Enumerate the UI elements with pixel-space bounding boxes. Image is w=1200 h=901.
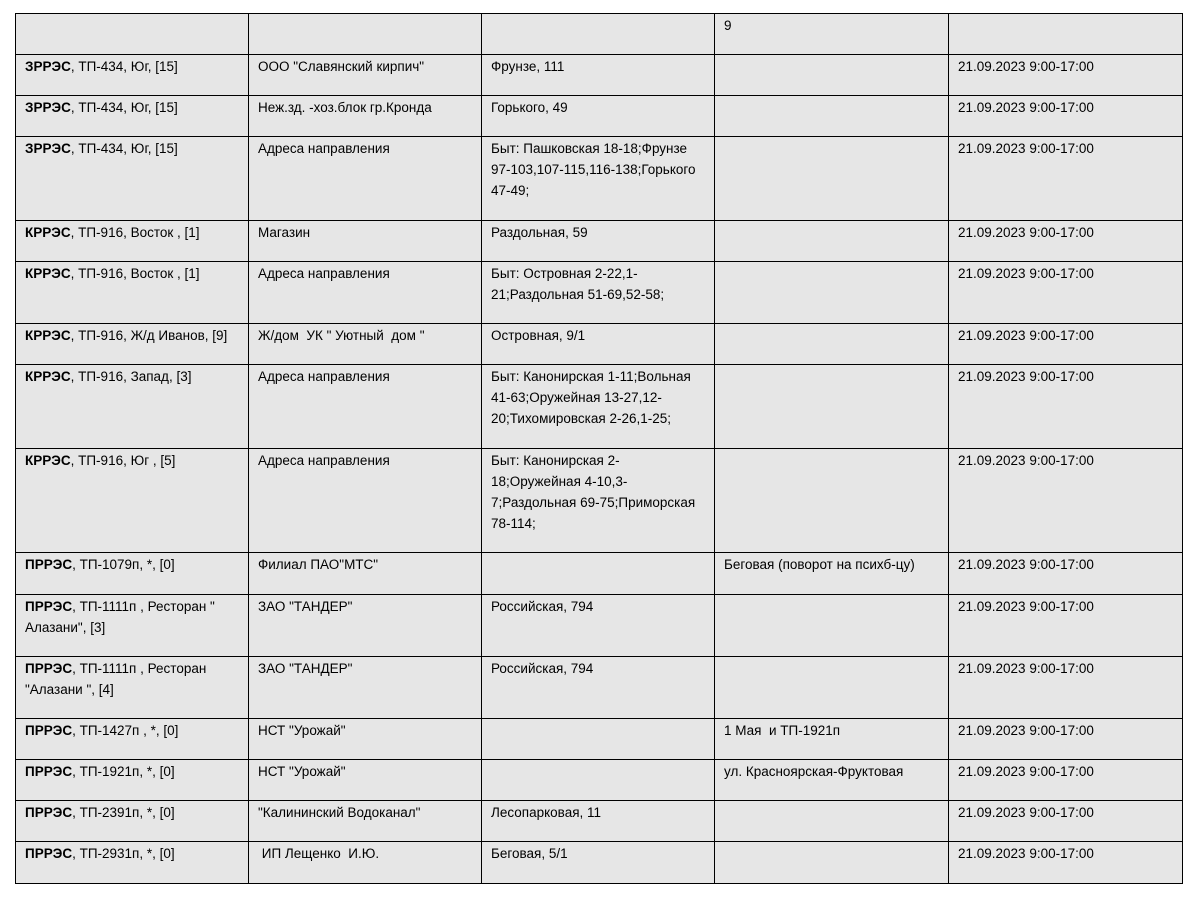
substation-info: , ТП-2391п, *, [0]: [72, 805, 175, 820]
table-row: [16, 55, 1183, 96]
note-cell: [715, 657, 949, 719]
table-row: [16, 760, 1183, 801]
period-cell: 21.09.2023 9:00-17:00: [949, 262, 1183, 324]
res-code: ПРРЭС: [25, 764, 73, 779]
table-row: [16, 324, 1183, 365]
address-cell: Быт: Канонирская 2-18;Оружейная 4-10,3-7;Раздольная 69-75;Приморская 78-114;: [482, 449, 715, 553]
res-code: КРРЭС: [25, 369, 71, 384]
period-cell: 21.09.2023 9:00-17:00: [949, 760, 1183, 801]
consumer-cell: Ж/дом УК " Уютный дом ": [249, 324, 482, 365]
substation-info: , ТП-916, Юг , [5]: [70, 453, 176, 468]
res-cell: [16, 262, 249, 324]
table-row: [16, 842, 1183, 884]
consumer-cell: НСТ "Урожай": [249, 719, 482, 760]
consumer-cell: Филиал ПАО"МТС": [249, 553, 482, 595]
res-code: ЗРРЭС: [25, 59, 71, 74]
res-cell: [16, 55, 249, 96]
address-cell: [482, 719, 715, 760]
consumer-cell: ЗАО "ТАНДЕР": [249, 657, 482, 719]
table-row: [16, 553, 1183, 595]
address-cell: Быт: Островная 2-22,1-21;Раздольная 51-69,52-58;: [482, 262, 715, 324]
substation-info: , ТП-434, Юг, [15]: [70, 100, 178, 115]
table-row: [16, 365, 1183, 449]
substation-info: , ТП-916, Восток , [1]: [70, 266, 200, 281]
table-row: [16, 801, 1183, 842]
table-row: [16, 595, 1183, 657]
consumer-cell: Адреса направления: [249, 365, 482, 449]
consumer-cell: Адреса направления: [249, 137, 482, 221]
consumer-cell: ЗАО "ТАНДЕР": [249, 595, 482, 657]
address-cell: Российская, 794: [482, 657, 715, 719]
res-cell: [16, 760, 249, 801]
res-cell: [16, 449, 249, 553]
substation-info: , ТП-1111п , Ресторан "Алазани ", [4]: [25, 661, 207, 697]
table-row: [16, 14, 1183, 55]
table-row: [16, 262, 1183, 324]
note-cell: 1 Мая и ТП-1921п: [715, 719, 949, 760]
consumer-cell: ООО "Славянский кирпич": [249, 55, 482, 96]
table-row: [16, 96, 1183, 137]
note-cell: ул. Красноярская-Фруктовая: [715, 760, 949, 801]
substation-info: , ТП-916, Запад, [3]: [70, 369, 192, 384]
period-cell: 21.09.2023 9:00-17:00: [949, 657, 1183, 719]
address-cell: Лесопарковая, 11: [482, 801, 715, 842]
consumer-cell: ИП Лещенко И.Ю.: [249, 842, 482, 884]
period-cell: 21.09.2023 9:00-17:00: [949, 553, 1183, 595]
consumer-cell: Адреса направления: [249, 262, 482, 324]
table-row: [16, 221, 1183, 262]
consumer-cell: "Калининский Водоканал": [249, 801, 482, 842]
res-code: ПРРЭС: [25, 661, 73, 676]
substation-info: , ТП-434, Юг, [15]: [70, 141, 178, 156]
res-code: ПРРЭС: [25, 557, 73, 572]
substation-info: , ТП-916, Восток , [1]: [70, 225, 200, 240]
res-cell: [16, 221, 249, 262]
res-cell: [16, 553, 249, 595]
period-cell: 21.09.2023 9:00-17:00: [949, 365, 1183, 449]
res-code: КРРЭС: [25, 225, 71, 240]
consumer-cell: Неж.зд. -хоз.блок гр.Кронда: [249, 96, 482, 137]
address-cell: [482, 14, 715, 55]
res-cell: [16, 719, 249, 760]
res-cell: [16, 324, 249, 365]
res-cell: [16, 96, 249, 137]
substation-info: , ТП-1079п, *, [0]: [72, 557, 175, 572]
outage-table: [15, 13, 1183, 884]
substation-info: , ТП-1921п, *, [0]: [72, 764, 175, 779]
note-cell: [715, 365, 949, 449]
table-row: [16, 137, 1183, 221]
address-cell: Фрунзе, 111: [482, 55, 715, 96]
period-cell: [949, 14, 1183, 55]
res-code: КРРЭС: [25, 328, 71, 343]
period-cell: 21.09.2023 9:00-17:00: [949, 221, 1183, 262]
table-row: [16, 719, 1183, 760]
address-cell: Российская, 794: [482, 595, 715, 657]
res-code: ПРРЭС: [25, 805, 73, 820]
address-cell: Беговая, 5/1: [482, 842, 715, 884]
note-cell: 9: [715, 14, 949, 55]
note-cell: [715, 137, 949, 221]
address-cell: Раздольная, 59: [482, 221, 715, 262]
period-cell: 21.09.2023 9:00-17:00: [949, 96, 1183, 137]
consumer-cell: Адреса направления: [249, 449, 482, 553]
note-cell: [715, 842, 949, 884]
consumer-cell: НСТ "Урожай": [249, 760, 482, 801]
note-cell: [715, 324, 949, 365]
res-code: ЗРРЭС: [25, 100, 71, 115]
table-row: [16, 449, 1183, 553]
note-cell: Беговая (поворот на психб-цу): [715, 553, 949, 595]
res-code: КРРЭС: [25, 453, 71, 468]
note-cell: [715, 55, 949, 96]
period-cell: 21.09.2023 9:00-17:00: [949, 137, 1183, 221]
address-cell: [482, 553, 715, 595]
note-cell: [715, 595, 949, 657]
table-row: [16, 657, 1183, 719]
note-cell: [715, 221, 949, 262]
substation-info: , ТП-434, Юг, [15]: [70, 59, 178, 74]
substation-info: , ТП-916, Ж/д Иванов, [9]: [70, 328, 228, 343]
res-cell: [16, 801, 249, 842]
substation-info: , ТП-1111п , Ресторан " Алазани", [3]: [25, 599, 215, 635]
note-cell: [715, 262, 949, 324]
res-code: ПРРЭС: [25, 599, 73, 614]
address-cell: [482, 760, 715, 801]
period-cell: 21.09.2023 9:00-17:00: [949, 595, 1183, 657]
address-cell: Быт: Канонирская 1-11;Вольная 41-63;Оружейная 13-27,12-20;Тихомировская 2-26,1-25;: [482, 365, 715, 449]
res-code: КРРЭС: [25, 266, 71, 281]
note-cell: [715, 801, 949, 842]
substation-info: , ТП-1427п , *, [0]: [72, 723, 179, 738]
period-cell: 21.09.2023 9:00-17:00: [949, 842, 1183, 884]
address-cell: Островная, 9/1: [482, 324, 715, 365]
address-cell: Горького, 49: [482, 96, 715, 137]
res-cell: [16, 842, 249, 884]
period-cell: 21.09.2023 9:00-17:00: [949, 324, 1183, 365]
res-code: ЗРРЭС: [25, 141, 71, 156]
period-cell: 21.09.2023 9:00-17:00: [949, 801, 1183, 842]
consumer-cell: Магазин: [249, 221, 482, 262]
res-cell: [16, 137, 249, 221]
res-code: ПРРЭС: [25, 846, 73, 861]
address-cell: Быт: Пашковская 18-18;Фрунзе 97-103,107-115,116-138;Горького 47-49;: [482, 137, 715, 221]
res-cell: [16, 365, 249, 449]
period-cell: 21.09.2023 9:00-17:00: [949, 55, 1183, 96]
res-cell: [16, 14, 249, 55]
note-cell: [715, 96, 949, 137]
note-cell: [715, 449, 949, 553]
res-cell: [16, 595, 249, 657]
consumer-cell: [249, 14, 482, 55]
period-cell: 21.09.2023 9:00-17:00: [949, 449, 1183, 553]
res-code: ПРРЭС: [25, 723, 73, 738]
period-cell: 21.09.2023 9:00-17:00: [949, 719, 1183, 760]
res-cell: [16, 657, 249, 719]
substation-info: , ТП-2931п, *, [0]: [72, 846, 175, 861]
